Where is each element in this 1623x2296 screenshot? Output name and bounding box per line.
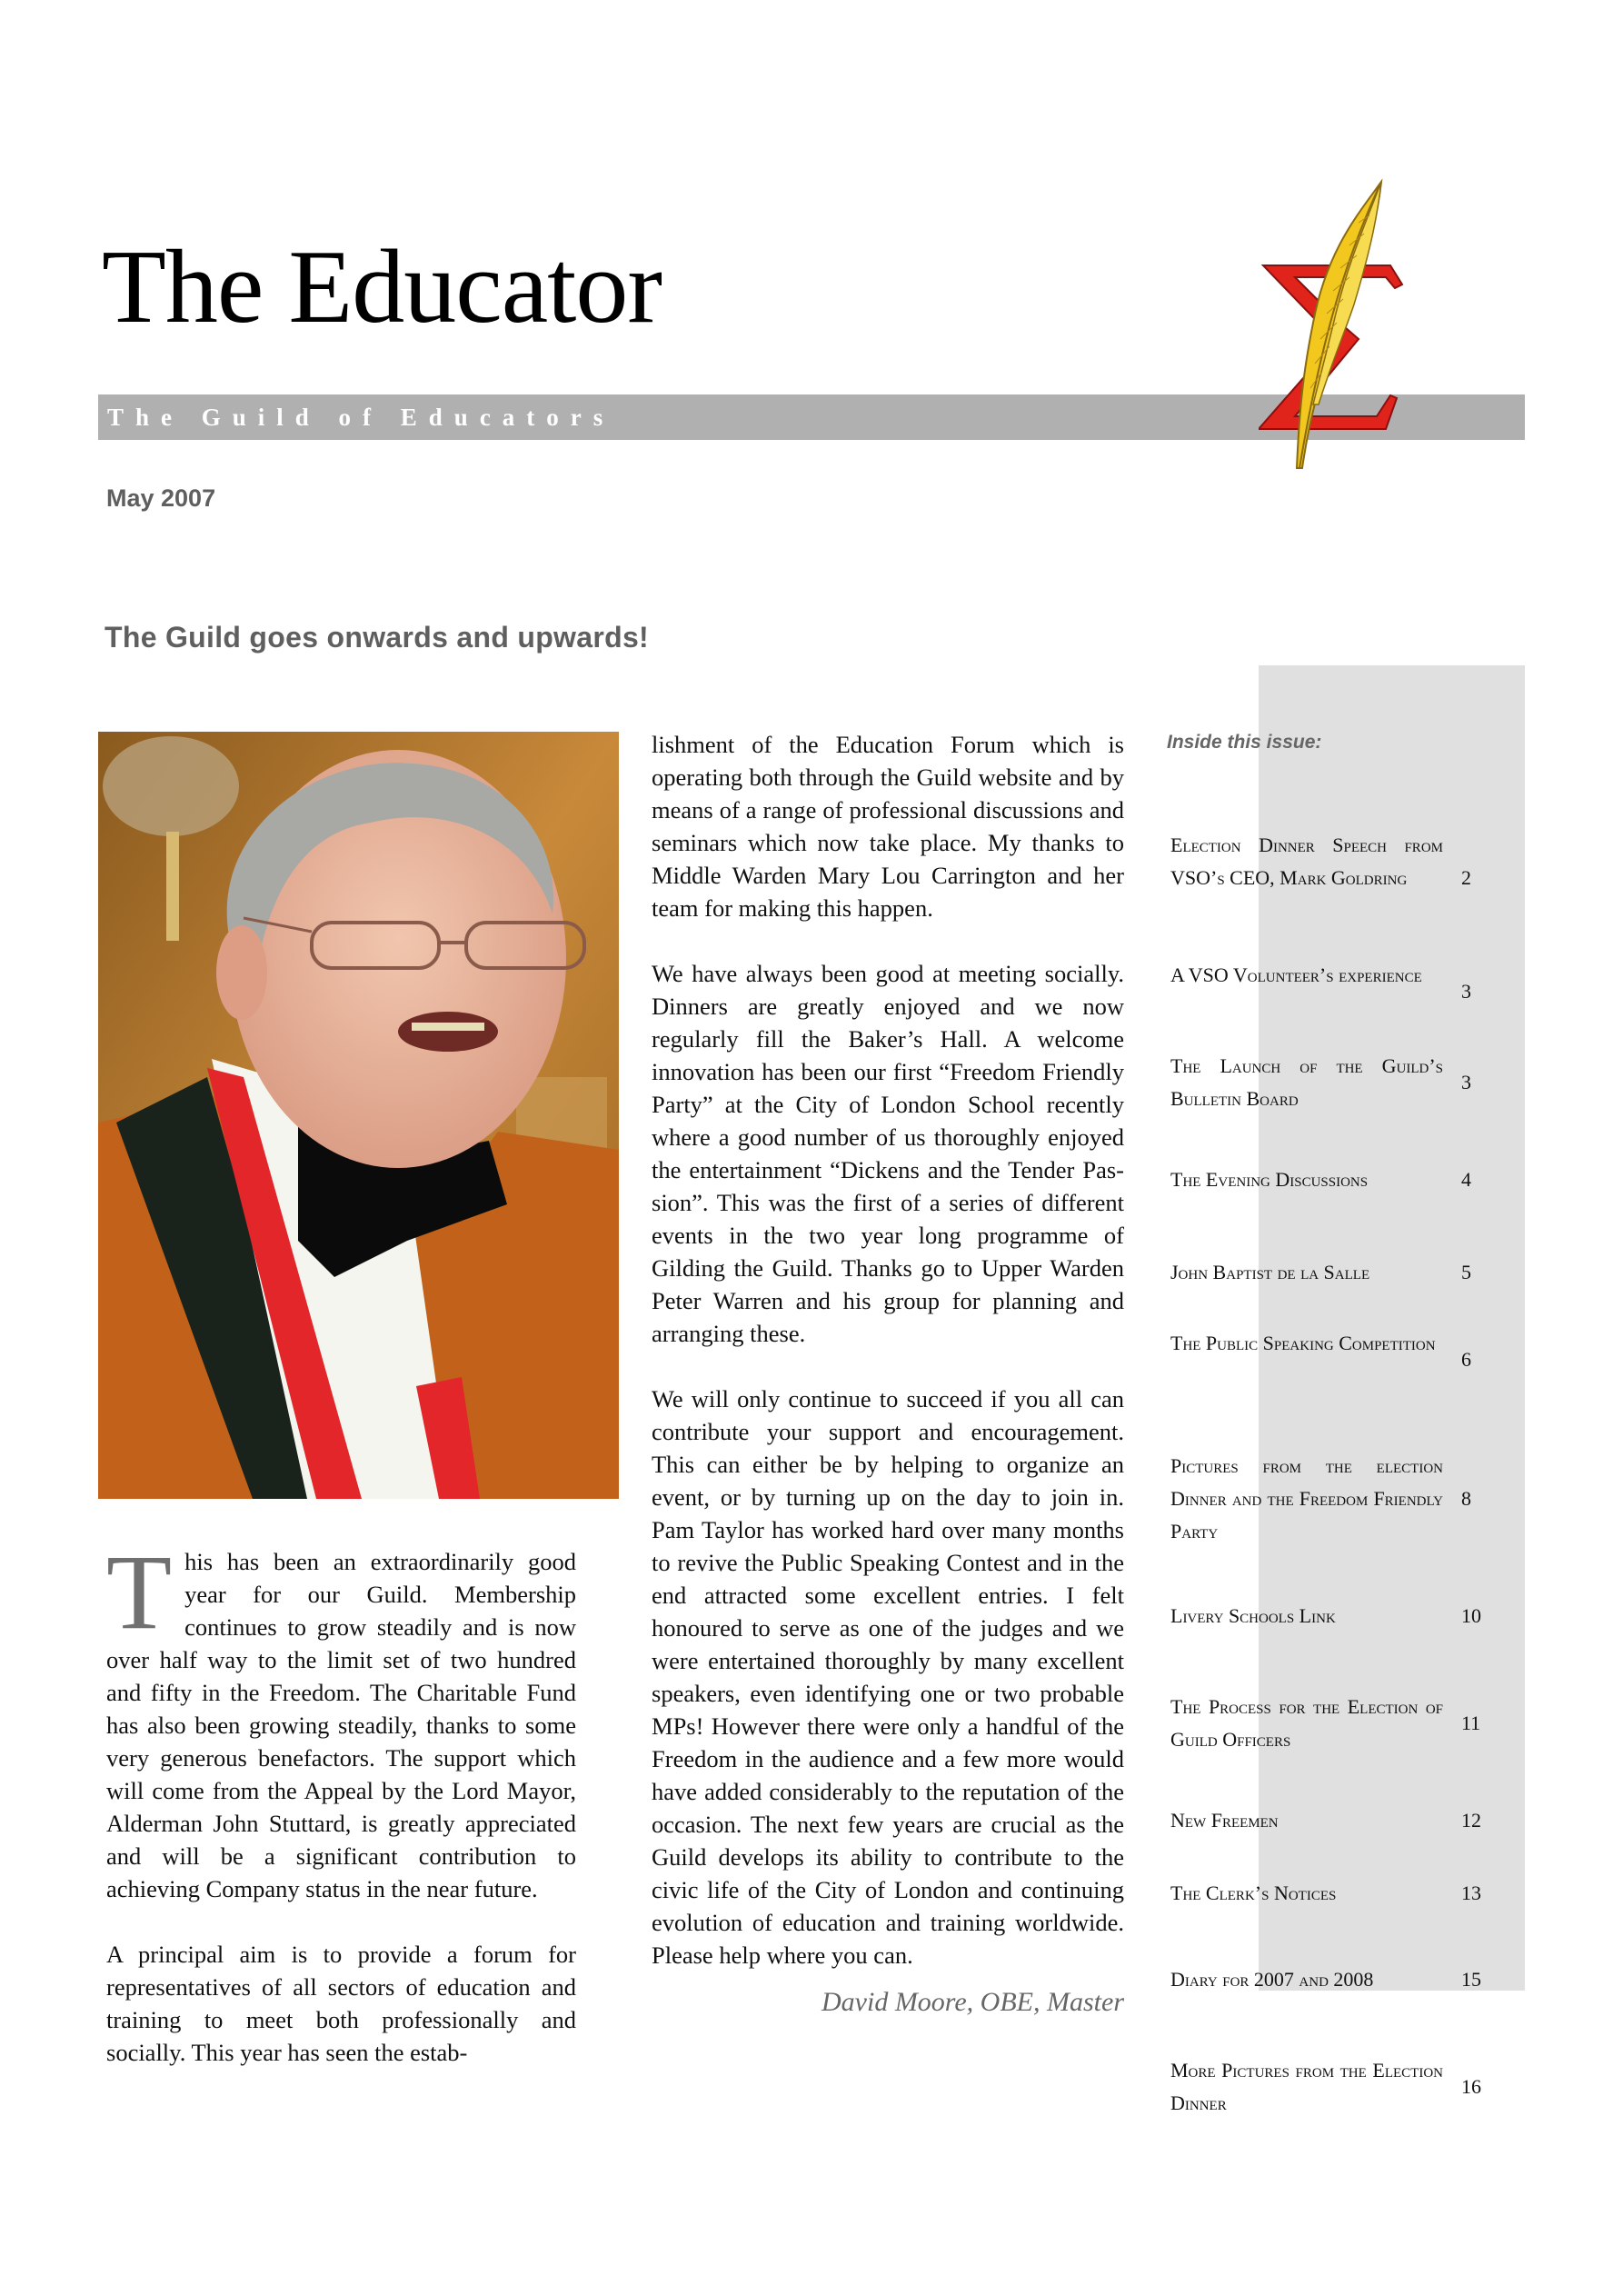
toc-item-title: The Process for the Election of Guild Officers <box>1170 1695 1443 1751</box>
toc-item-page-number: 3 <box>1461 980 1471 1003</box>
author-signature: David Moore, OBE, Master <box>821 1987 1124 2017</box>
toc-item[interactable] <box>1170 1256 1534 1289</box>
toc-item[interactable] <box>1170 1163 1534 1196</box>
toc-item-page-number: 11 <box>1461 1712 1481 1734</box>
toc-item-page-number: 2 <box>1461 866 1471 889</box>
toc-item-title: The Evening Discussions <box>1170 1168 1369 1191</box>
toc-item[interactable] <box>1170 1327 1534 1371</box>
toc-item-title: Livery Schools Link <box>1170 1604 1336 1627</box>
toc-item-title: The Public Speaking Competition <box>1170 1332 1436 1354</box>
toc-item[interactable] <box>1170 959 1534 1003</box>
toc-item-title: A VSO Volunteer’s experience <box>1170 963 1422 986</box>
issue-date: May 2007 <box>106 484 216 512</box>
portrait-photo <box>98 732 619 1499</box>
toc-item-title: The Launch of the Guild’s Bulletin Board <box>1170 1054 1443 1110</box>
quill-sigma-logo-icon <box>1259 177 1427 495</box>
toc-item[interactable] <box>1170 1804 1534 1837</box>
organization-name: The Guild of Educators <box>107 404 615 431</box>
toc-item[interactable] <box>1170 1963 1534 1996</box>
article-column-left <box>106 1532 576 2101</box>
toc-item-title: The Clerk’s Notices <box>1170 1882 1337 1904</box>
toc-item-page-number: 8 <box>1461 1487 1471 1510</box>
article-paragraph: lishment of the Education Forum which is operating both through the Guild website and by means of a range of professional discussions and seminars which now take place. My thanks to Middle Warden Mary Lou Carrington and her team for making this happen. <box>652 731 1124 922</box>
article-paragraph: This has been an extraordinarily good year for our Guild. Membership continues to grow steadily and is now over half way to the limit set of two hundred and fifty in the Freedom. The Charitable Fund has also been growing steadily, thanks to some very generous benefactors. The support which will come from the Appeal by the Lord Mayor, Alderman John Stuttard, is greatly appreciated and will be a significant contribution to achieving Company status in the near future. <box>106 1532 576 1902</box>
article-paragraph: We will only continue to succeed if you all can contribute your support and encouragement. This can either be by helping to organize an event, or by turning up on the day to join in. Pam Taylor has worked hard over many months to revive the Public Speaking Contest and in the end attracted some excellent entries. I felt honoured to serve as one of the judges and we were entertained thoroughly by many excellent speakers, even identifying one or two probable MPs! However there were only a handful of the Freedom in the audience and a few more would have added considerably to the reputation of the occasion. The next few years are crucial as the Guild develops its ability to contribute to the civic life of the City of London and continuing evolution of education and training worldwide. Please help where you can. <box>652 1385 1124 1969</box>
article-headline: The Guild goes onwards and upwards! <box>105 621 649 654</box>
toc-item[interactable] <box>1170 1600 1534 1632</box>
toc-item-page-number: 10 <box>1461 1604 1481 1627</box>
toc-item-title: Diary for 2007 and 2008 <box>1170 1968 1374 1991</box>
toc-item[interactable] <box>1170 2054 1534 2120</box>
toc-item-title: More Pictures from the Election Dinner <box>1170 2059 1443 2114</box>
toc-item-page-number: 16 <box>1461 2075 1481 2098</box>
toc-item-page-number: 13 <box>1461 1882 1481 1904</box>
toc-item[interactable] <box>1170 829 1534 894</box>
toc-item-title: New Freemen <box>1170 1809 1279 1832</box>
toc-item[interactable] <box>1170 1691 1534 1756</box>
toc-item-page-number: 4 <box>1461 1168 1471 1191</box>
toc-item[interactable] <box>1170 1050 1534 1115</box>
toc-item-page-number: 15 <box>1461 1968 1481 1991</box>
toc-item[interactable] <box>1170 1877 1534 1910</box>
toc-item-title: Election Dinner Speech from VSO’s CEO, Mark Goldring <box>1170 834 1443 889</box>
toc-heading: Inside this issue: <box>1167 732 1322 753</box>
toc-item-page-number: 6 <box>1461 1348 1471 1371</box>
toc-item-page-number: 12 <box>1461 1809 1481 1832</box>
drop-cap: T <box>106 1532 173 1652</box>
newsletter-title: The Educator <box>102 229 662 345</box>
article-column-middle <box>652 728 1124 2021</box>
toc-item-page-number: 5 <box>1461 1261 1471 1283</box>
toc-item[interactable] <box>1170 1450 1534 1548</box>
article-paragraph: A principal aim is to provide a forum for representatives of all sectors of education and training to meet both professionally and socially. This year has seen the estab- <box>106 1941 576 2066</box>
toc-item-page-number: 3 <box>1461 1071 1471 1093</box>
article-paragraph: We have always been good at meeting socially. Dinners are greatly enjoyed and we now regularly fill the Baker’s Hall. A welcome innovation has been our first “Freedom Friendly Party” at the City of London School recently where a good number of us thoroughly enjoyed the entertainment “Dickens and the Tender Passion”. This was the first of a series of different events in the two year long programme of Gilding the Guild. Thanks go to Upper Warden Peter Warren and his group for planning and arranging these. <box>652 960 1124 1347</box>
toc-item-title: John Baptist de la Salle <box>1170 1261 1370 1283</box>
toc-item-title: Pictures from the election Dinner and the Freedom Friendly Party <box>1170 1454 1443 1542</box>
